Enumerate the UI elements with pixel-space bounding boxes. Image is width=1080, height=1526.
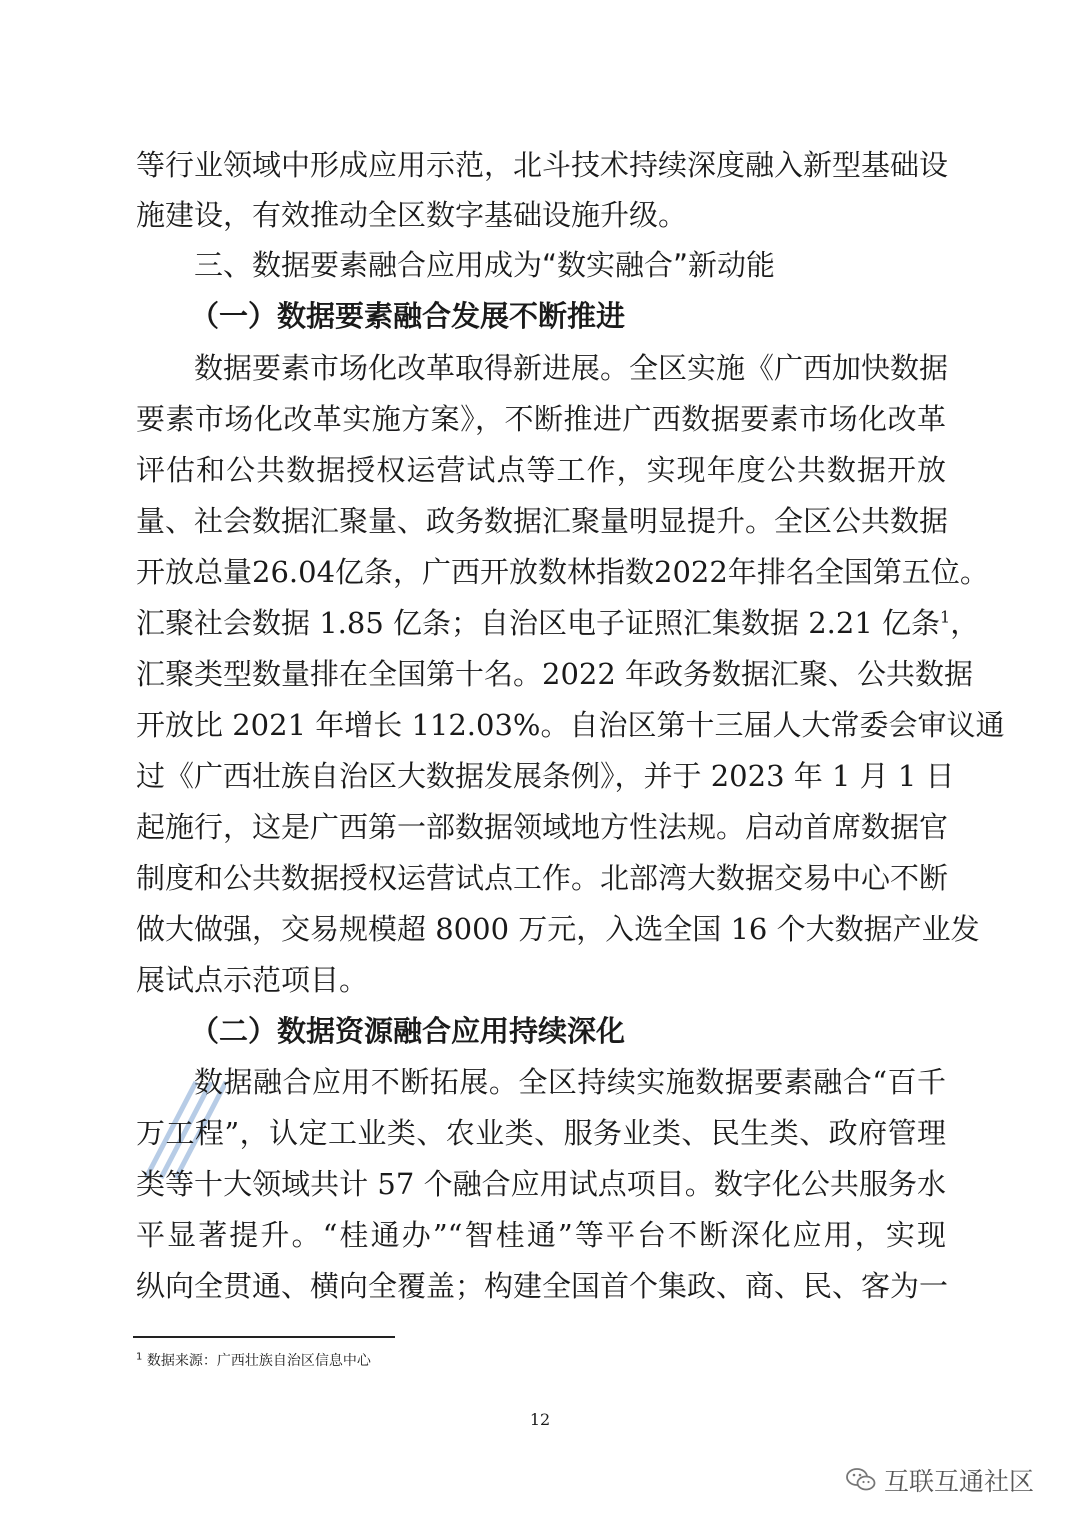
subsection-heading: （一）数据要素融合发展不断推进: [190, 299, 626, 333]
paragraph-first-line: 数据要素市场化改革取得新进展。全区实施《广西加快数据: [194, 351, 949, 385]
page-number: 12: [529, 1410, 551, 1429]
body-line: 开放比 2021 年增长 112.03%。自治区第十三届人大常委会审议通: [136, 708, 1005, 742]
footnote-mark: 1: [136, 1351, 143, 1363]
wechat-watermark: [846, 1460, 1034, 1500]
body-line: 汇聚类型数量排在全国第十名。2022 年政务数据汇聚、公共数据: [136, 657, 974, 691]
paragraph-first-line: 数据融合应用不断拓展。全区持续实施数据要素融合“百千: [194, 1065, 946, 1099]
body-line: 类等十大领域共计 57 个融合应用试点项目。数字化公共服务水: [136, 1167, 946, 1201]
body-line-text: 汇聚社会数据 1.85 亿条；自治区电子证照汇集数据 2.21 亿条: [136, 606, 941, 640]
footnote-reference[interactable]: 1: [940, 607, 951, 627]
body-line: 制度和公共数据授权运营试点工作。北部湾大数据交易中心不断: [136, 861, 949, 895]
body-line: 做大做强，交易规模超 8000 万元，入选全国 16 个大数据产业发: [136, 912, 980, 946]
body-line: 过《广西壮族自治区大数据发展条例》，并于 2023 年 1 月 1 日: [136, 759, 955, 793]
body-line-with-footnote: [136, 603, 980, 643]
body-line: 量、社会数据汇聚量、政务数据汇聚量明显提升。全区公共数据: [136, 504, 949, 538]
wechat-icon: [846, 1467, 876, 1493]
body-line: 万工程”，认定工业类、农业类、服务业类、民生类、政府管理: [136, 1116, 946, 1150]
brand-name: 互联互通社区: [884, 1467, 1035, 1496]
body-line-punctuation: ，: [950, 606, 980, 640]
body-line: 开放总量26.04亿条，广西开放数林指数2022年排名全国第五位。: [136, 555, 989, 589]
body-line: 要素市场化改革实施方案》，不断推进广西数据要素市场化改革: [136, 402, 946, 436]
subsection-heading: （二）数据资源融合应用持续深化: [190, 1014, 626, 1048]
body-line: 平显著提升。“桂通办”“智桂通”等平台不断深化应用，实现: [136, 1218, 946, 1252]
footnote: [136, 1352, 371, 1370]
body-line: 评估和公共数据授权运营试点等工作，实现年度公共数据开放: [136, 453, 946, 487]
body-line: 等行业领域中形成应用示范，北斗技术持续深度融入新型基础设: [136, 148, 949, 182]
body-line: 起施行，这是广西第一部数据领域地方性法规。启动首席数据官: [136, 810, 949, 844]
body-line: 施建设，有效推动全区数字基础设施升级。: [136, 198, 688, 232]
footnote-text: 数据来源：广西壮族自治区信息中心: [142, 1353, 371, 1369]
body-line: 展试点示范项目。: [136, 963, 369, 997]
section-heading: 三、数据要素融合应用成为“数实融合”新动能: [194, 248, 776, 282]
body-line: 纵向全贯通、横向全覆盖；构建全国首个集政、商、民、客为一: [136, 1269, 949, 1303]
footnote-separator: [133, 1336, 395, 1338]
